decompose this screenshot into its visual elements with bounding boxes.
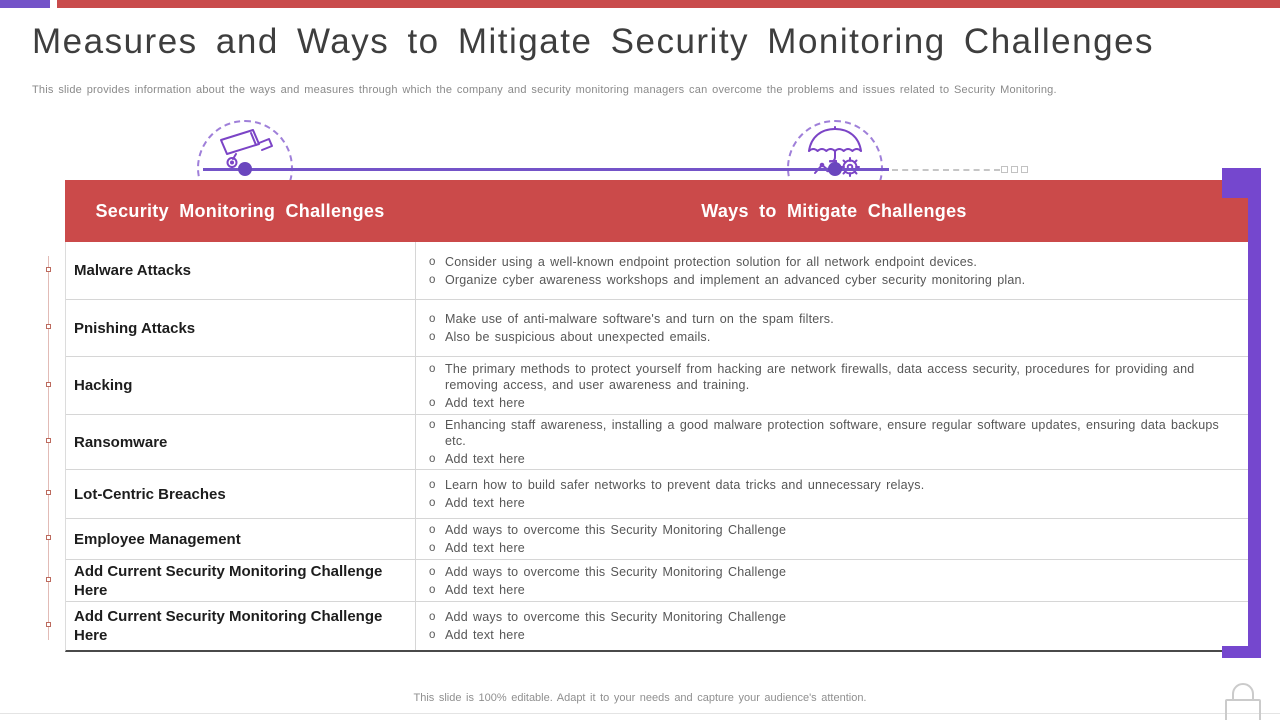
way-text: Enhancing staff awareness, installing a good malware protection software, ensure regular software updates, ensuring data backups etc. bbox=[445, 418, 1219, 448]
bullet-marker: o bbox=[429, 313, 436, 325]
ways-list bbox=[416, 560, 1253, 601]
way-item bbox=[429, 540, 1239, 556]
way-text: The primary methods to protect yourself from hacking are network firewalls, data access security, procedures for providing and removing access, and user awareness and training. bbox=[445, 361, 1195, 392]
row-marker-square-icon bbox=[46, 438, 51, 443]
bullet-marker: o bbox=[429, 273, 436, 286]
bullet-marker: o bbox=[429, 362, 436, 375]
way-item bbox=[429, 272, 1239, 288]
icon-connector-line bbox=[203, 168, 889, 171]
ways-list bbox=[416, 602, 1253, 650]
challenge-cell-label: Ransomware bbox=[66, 415, 416, 469]
bullet-marker: o bbox=[429, 479, 436, 491]
bullet-marker: o bbox=[429, 583, 436, 596]
bullet-marker: o bbox=[429, 611, 436, 623]
way-text: Add text here bbox=[445, 541, 525, 555]
challenge-cell-label: Add Current Security Monitoring Challenge Here bbox=[66, 560, 416, 601]
ways-list bbox=[416, 470, 1253, 518]
top-accent-red-bar bbox=[57, 0, 1280, 8]
way-item bbox=[429, 254, 1239, 270]
slide-description: This slide provides information about the ways and measures through which the company and security monitoring managers can overcome the problems and issues related to Security Monitoring. bbox=[32, 84, 1057, 96]
right-bracket-bar bbox=[1248, 168, 1261, 658]
row-marker-square-icon bbox=[46, 382, 51, 387]
bullet-marker: o bbox=[429, 396, 436, 409]
table-row bbox=[66, 602, 1253, 650]
way-text: Organize cyber awareness workshops and implement an advanced cyber security monitoring plan. bbox=[445, 272, 1026, 287]
bullet-marker: o bbox=[429, 565, 436, 578]
way-item bbox=[429, 395, 1239, 411]
footer-divider bbox=[0, 713, 1280, 714]
row-marker-connector-line bbox=[48, 256, 49, 640]
way-text: Also be suspicious about unexpected emails. bbox=[445, 330, 711, 344]
row-marker-square-icon bbox=[46, 577, 51, 582]
table-row bbox=[66, 470, 1253, 519]
way-item bbox=[429, 417, 1239, 449]
ways-list bbox=[416, 519, 1253, 559]
way-text: Add ways to overcome this Security Monitoring Challenge bbox=[445, 564, 787, 579]
ways-list bbox=[416, 242, 1253, 299]
table-row bbox=[66, 357, 1253, 415]
way-text: Add text here bbox=[445, 582, 525, 597]
way-item bbox=[429, 495, 1239, 511]
bullet-marker: o bbox=[429, 255, 436, 268]
top-accent-purple-bar bbox=[0, 0, 50, 8]
row-marker-square-icon bbox=[46, 490, 51, 495]
row-marker-square-icon bbox=[46, 535, 51, 540]
challenge-cell-label: Employee Management bbox=[66, 519, 416, 559]
table-header bbox=[65, 180, 1253, 242]
table-row bbox=[66, 415, 1253, 470]
way-text: Add text here bbox=[445, 628, 525, 642]
page-title: Measures and Ways to Mitigate Security Monitoring Challenges bbox=[32, 22, 1155, 61]
table-row bbox=[66, 519, 1253, 560]
connector-dot-right bbox=[828, 162, 842, 176]
way-item bbox=[429, 627, 1239, 643]
right-bracket-bottom bbox=[1222, 646, 1261, 658]
way-item bbox=[429, 564, 1239, 580]
way-item bbox=[429, 361, 1239, 393]
table-row bbox=[66, 560, 1253, 602]
bullet-marker: o bbox=[429, 453, 436, 465]
way-text: Add text here bbox=[445, 496, 525, 510]
row-marker-square-icon bbox=[46, 267, 51, 272]
challenge-cell-label: Hacking bbox=[66, 357, 416, 414]
padlock-icon bbox=[1222, 676, 1264, 720]
challenges-table bbox=[65, 180, 1253, 652]
trail-square-icon bbox=[1011, 166, 1018, 173]
ways-list bbox=[416, 357, 1253, 414]
bullet-marker: o bbox=[429, 497, 436, 509]
way-item bbox=[429, 609, 1239, 625]
way-text: Make use of anti-malware software's and turn on the spam filters. bbox=[445, 312, 834, 326]
way-item bbox=[429, 477, 1239, 493]
ways-list bbox=[416, 415, 1253, 469]
way-item bbox=[429, 522, 1239, 538]
way-text: Add text here bbox=[445, 452, 525, 466]
ways-list bbox=[416, 300, 1253, 356]
column-header-ways: Ways to Mitigate Challenges bbox=[701, 200, 967, 221]
table-body bbox=[65, 242, 1253, 652]
table-row bbox=[66, 242, 1253, 300]
challenge-cell-label: Lot-Centric Breaches bbox=[66, 470, 416, 518]
way-text: Add ways to overcome this Security Monitoring Challenge bbox=[445, 610, 787, 624]
trail-square-icon bbox=[1001, 166, 1008, 173]
challenge-cell-label: Malware Attacks bbox=[66, 242, 416, 299]
way-text: Add text here bbox=[445, 395, 525, 410]
way-text: Consider using a well-known endpoint protection solution for all network endpoint devices. bbox=[445, 254, 978, 269]
footer-note: This slide is 100% editable. Adapt it to your needs and capture your audience's attention. bbox=[413, 692, 867, 704]
connector-dot-left bbox=[238, 162, 252, 176]
challenge-cell-label: Add Current Security Monitoring Challenge Here bbox=[66, 602, 416, 650]
row-marker-square-icon bbox=[46, 324, 51, 329]
way-item bbox=[429, 451, 1239, 467]
row-marker-square-icon bbox=[46, 622, 51, 627]
challenge-cell-label: Pnishing Attacks bbox=[66, 300, 416, 356]
bullet-marker: o bbox=[429, 542, 436, 554]
bullet-marker: o bbox=[429, 419, 436, 431]
bullet-marker: o bbox=[429, 524, 436, 536]
way-item bbox=[429, 329, 1239, 345]
way-item bbox=[429, 582, 1239, 598]
bullet-marker: o bbox=[429, 629, 436, 641]
way-text: Add ways to overcome this Security Monitoring Challenge bbox=[445, 523, 787, 537]
way-item bbox=[429, 311, 1239, 327]
way-text: Learn how to build safer networks to prevent data tricks and unnecessary relays. bbox=[445, 478, 925, 492]
bullet-marker: o bbox=[429, 331, 436, 343]
table-row bbox=[66, 300, 1253, 357]
dashed-trail-line bbox=[892, 169, 1000, 171]
trail-square-icon bbox=[1021, 166, 1028, 173]
column-header-challenges: Security Monitoring Challenges bbox=[95, 200, 385, 221]
